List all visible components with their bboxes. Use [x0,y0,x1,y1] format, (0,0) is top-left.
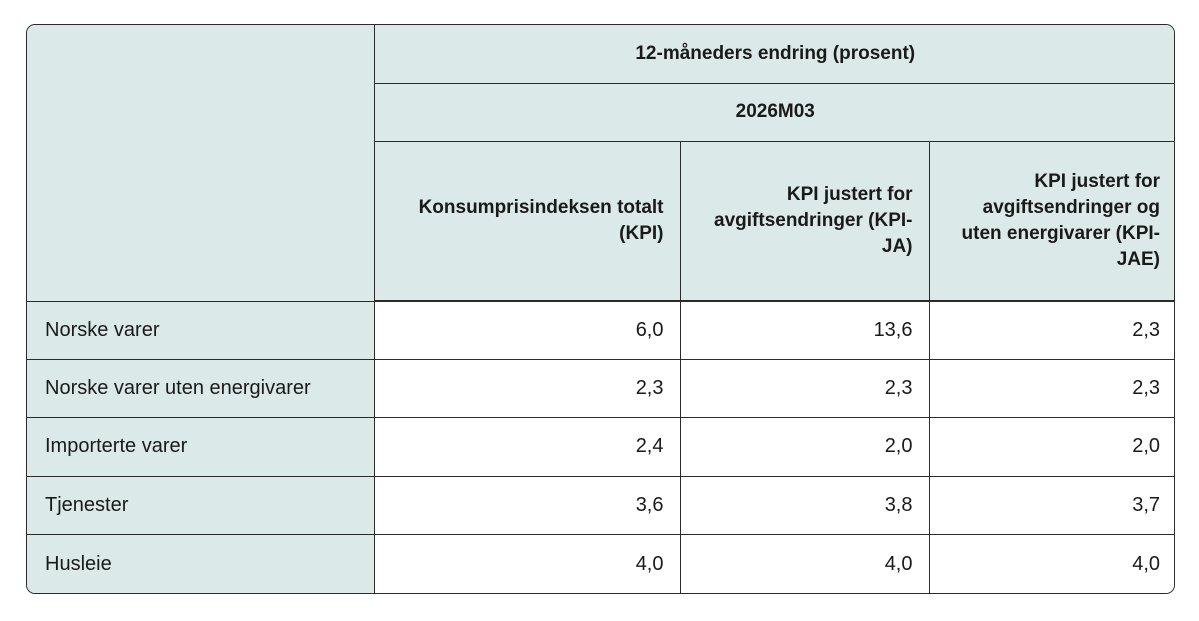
row-label: Norske varer [27,301,374,359]
cell-value: 2,3 [374,359,680,417]
row-label: Husleie [27,535,374,593]
header-group-label: 12-måneders endring (prosent) [374,25,1175,83]
cell-value: 2,3 [929,359,1175,417]
table-header [27,25,1175,301]
cell-value: 2,4 [374,418,680,476]
cell-value: 6,0 [374,301,680,359]
column-header-kpi: Konsumprisindeksen totalt (KPI) [374,141,680,301]
row-label: Norske varer uten energivarer [27,359,374,417]
cell-value: 4,0 [929,535,1175,593]
corner-cell [27,25,374,301]
cell-value: 3,6 [374,476,680,534]
row-label: Tjenester [27,476,374,534]
cell-value: 3,8 [680,476,929,534]
cell-value: 2,3 [680,359,929,417]
table-row [27,359,1175,417]
table-row [27,476,1175,534]
cell-value: 4,0 [374,535,680,593]
cpi-table-container [26,24,1175,594]
column-header-kpi-jae: KPI justert for avgiftsendringer og uten energivarer (KPI-JAE) [929,141,1175,301]
table-row [27,535,1175,593]
cell-value: 2,3 [929,301,1175,359]
row-label: Importerte varer [27,418,374,476]
cell-value: 13,6 [680,301,929,359]
period-label: 2026M03 [374,83,1175,141]
cell-value: 4,0 [680,535,929,593]
column-header-kpi-ja: KPI justert for avgiftsendringer (KPI-JA) [680,141,929,301]
table-row [27,418,1175,476]
table-row [27,301,1175,359]
cpi-table [27,25,1175,593]
table-body [27,301,1175,593]
cell-value: 2,0 [929,418,1175,476]
cell-value: 2,0 [680,418,929,476]
cell-value: 3,7 [929,476,1175,534]
